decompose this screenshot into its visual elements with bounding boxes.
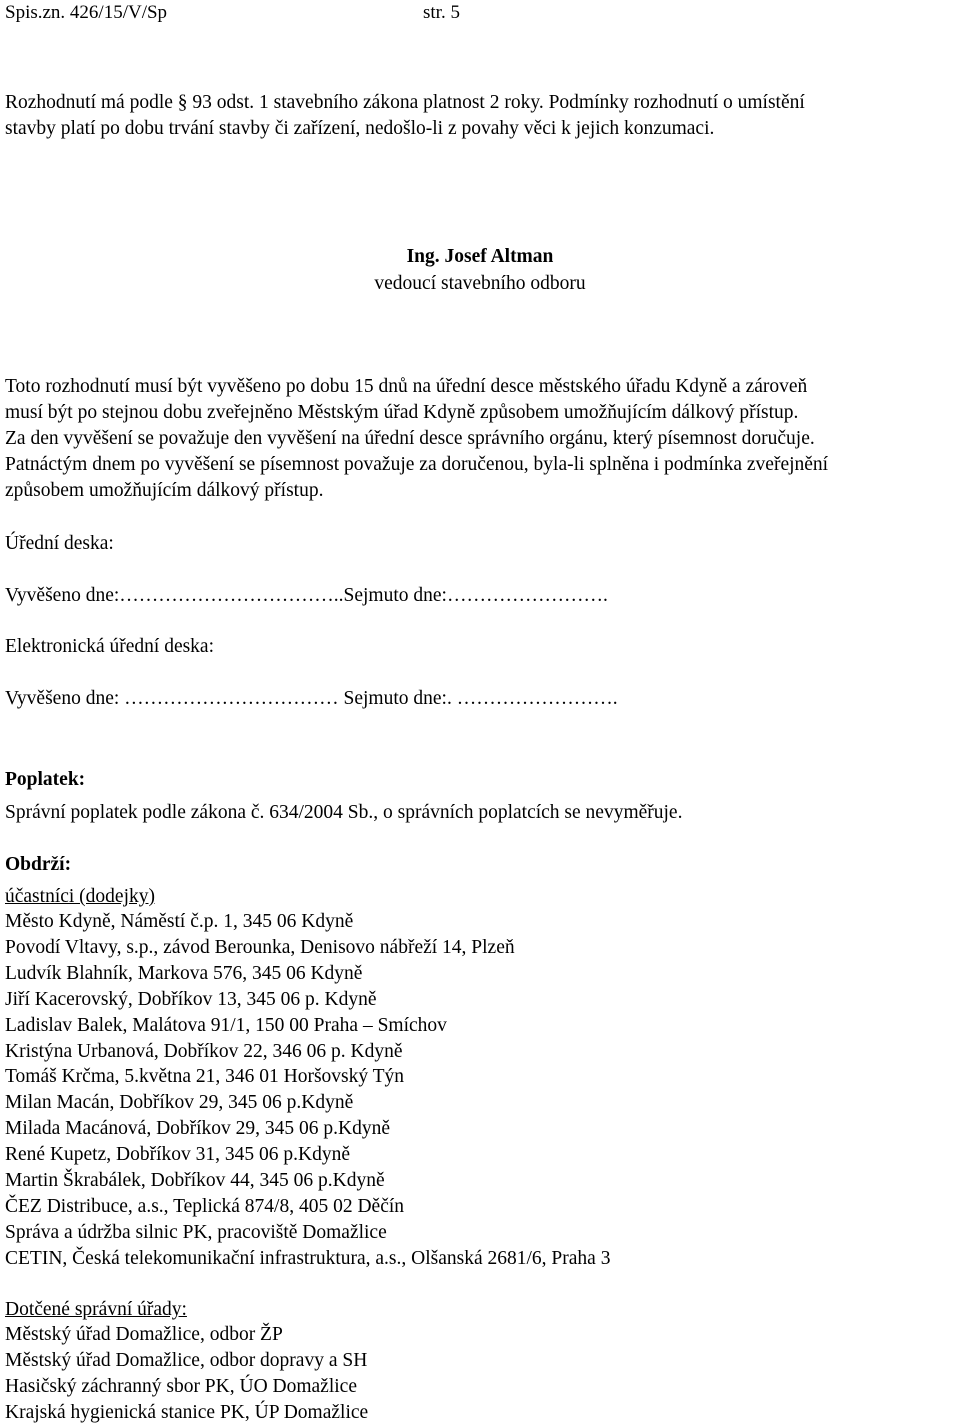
participant-item: Město Kdyně, Náměstí č.p. 1, 345 06 Kdyně [5, 911, 354, 932]
validity-line-2: stavby platí po dobu trvání stavby či zařízení, nedošlo-li z povahy věci k jejich konzumaci. [5, 118, 715, 139]
participant-item: Ladislav Balek, Malátova 91/1, 150 00 Praha – Smíchov [5, 1014, 447, 1036]
signatory-name: Ing. Josef Altman [406, 246, 554, 267]
participant-item: Povodí Vltavy, s.p., závod Berounka, Denisovo nábřeží 14, Plzeň [5, 936, 515, 958]
participant-item: Správa a údržba silnic PK, pracoviště Domažlice [5, 1221, 387, 1243]
signatory-role: vedoucí stavebního odboru [374, 273, 586, 294]
authority-item: Krajská hygienická stanice PK, ÚP Domažlice [5, 1401, 369, 1423]
authority-item: Hasičský záchranný sbor PK, ÚO Domažlice [5, 1375, 357, 1397]
electronic-board-dates: Vyvěšeno dne: …………………………… Sejmuto dne:. ……………………. [5, 688, 618, 709]
authority-item: Městský úřad Domažlice, odbor dopravy a SH [5, 1349, 368, 1371]
validity-line-1: Rozhodnutí má podle § 93 odst. 1 stavebního zákona platnost 2 roky. Podmínky rozhodnutí o umístění [5, 92, 805, 113]
official-board-label: Úřední deska: [5, 533, 114, 554]
authority-item: Městský úřad Domažlice, odbor ŽP [5, 1324, 283, 1345]
participant-item: Kristýna Urbanová, Dobříkov 22, 346 06 p. Kdyně [5, 1040, 403, 1062]
participants-label: účastníci (dodejky) [5, 886, 155, 907]
document-reference: Spis.zn. 426/15/V/Sp [5, 2, 168, 23]
official-board-dates: Vyvěšeno dne:……………………………..Sejmuto dne:……………………. [5, 585, 608, 606]
electronic-board-label: Elektronická úřední deska: [5, 636, 215, 657]
participant-item: Milada Macánová, Dobříkov 29, 345 06 p.Kdyně [5, 1118, 391, 1140]
participant-item: Tomáš Krčma, 5.května 21, 346 01 Horšovský Týn [5, 1066, 405, 1088]
notice-line-4: Patnáctým dnem po vyvěšení se písemnost považuje za doručenou, byla-li splněna i podmínka zveřejnění [5, 454, 829, 475]
participant-item: CETIN, Česká telekomunikační infrastruktura, a.s., Olšanská 2681/6, Praha 3 [5, 1247, 611, 1269]
participant-item: Ludvík Blahník, Markova 576, 345 06 Kdyně [5, 962, 363, 984]
fee-heading: Poplatek: [5, 769, 86, 790]
authorities-label: Dotčené správní úřady: [5, 1299, 187, 1320]
participant-item: Milan Macán, Dobříkov 29, 345 06 p.Kdyně [5, 1092, 354, 1114]
participant-item: René Kupetz, Dobříkov 31, 345 06 p.Kdyně [5, 1144, 350, 1166]
participant-item: Jiří Kacerovský, Dobříkov 13, 345 06 p. Kdyně [5, 988, 377, 1010]
participant-item: ČEZ Distribuce, a.s., Teplická 874/8, 405 02 Děčín [5, 1195, 405, 1217]
notice-line-3: Za den vyvěšení se považuje den vyvěšení na úřední desce správního orgánu, který písemnost doručuje. [5, 428, 815, 449]
fee-text: Správní poplatek podle zákona č. 634/2004 Sb., o správních poplatcích se nevyměřuje. [5, 802, 683, 823]
notice-line-5: způsobem umožňujícím dálkový přístup. [5, 480, 324, 501]
participant-item: Martin Škrabálek, Dobříkov 44, 345 06 p.Kdyně [5, 1170, 385, 1191]
notice-line-1: Toto rozhodnutí musí být vyvěšeno po dobu 15 dnů na úřední desce městského úřadu Kdyně a zároveň [5, 376, 808, 397]
recipients-heading: Obdrží: [5, 854, 72, 875]
notice-line-2: musí být po stejnou dobu zveřejněno Městským úřad Kdyně způsobem umožňujícím dálkový přístup. [5, 402, 799, 423]
page-number: str. 5 [423, 2, 460, 23]
